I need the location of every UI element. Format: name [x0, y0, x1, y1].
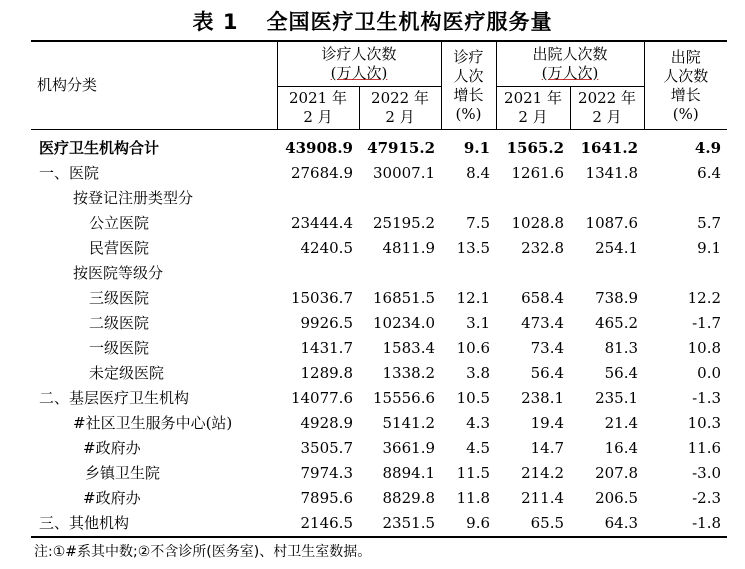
cell-v2022: 25195.2	[372, 214, 436, 232]
row-label: 公立医院	[89, 214, 150, 232]
cell-vg: 11.5	[456, 464, 491, 482]
cell-dg	[644, 261, 727, 286]
table-number: 表 1	[192, 10, 239, 34]
table-row	[31, 311, 727, 336]
table-row	[31, 361, 727, 386]
header-discharge-group	[496, 41, 644, 87]
header-discharge-2021: 2021 年 2 月	[496, 87, 570, 130]
cell-v2021: 2146.5	[277, 511, 359, 537]
row-label: #社区卫生服务中心(站)	[73, 414, 233, 432]
cell-d2021: 211.4	[521, 489, 565, 507]
cell-dg: -1.3	[692, 389, 722, 407]
cell-d2022	[570, 261, 644, 286]
cell-dg: 9.1	[697, 239, 722, 257]
cell-d2021: 238.1	[521, 389, 565, 407]
cell-d2022: 81.3	[604, 339, 639, 357]
cell-v2022: 16851.5	[372, 289, 436, 307]
row-label: 三级医院	[89, 289, 150, 307]
cell-d2022: 56.4	[604, 364, 639, 382]
table-row	[31, 211, 727, 236]
row-label: 按登记注册类型分	[73, 189, 194, 207]
header-visits-growth: 诊疗 人次 增长 (%)	[441, 41, 496, 130]
cell-v2022: 30007.1	[372, 164, 436, 182]
cell-d2022: 1641.2	[580, 139, 639, 157]
cell-d2022: 1341.8	[585, 164, 639, 182]
table-row	[31, 286, 727, 311]
cell-v2021: 23444.4	[290, 214, 353, 232]
table-title-text: 全国医疗卫生机构医疗服务量	[266, 10, 553, 34]
cell-v2021	[277, 261, 359, 286]
cell-d2021: 14.7	[530, 439, 565, 457]
row-label: #政府办	[83, 489, 141, 507]
cell-vg	[441, 186, 496, 211]
cell-dg: 10.3	[687, 414, 722, 432]
cell-v2021: 15036.7	[290, 289, 353, 307]
cell-d2022: 1087.6	[585, 214, 639, 232]
cell-v2022	[359, 261, 441, 286]
table-row	[31, 411, 727, 436]
cell-v2022: 4811.9	[382, 239, 436, 257]
cell-d2021	[496, 186, 570, 211]
cell-vg: 9.1	[463, 139, 491, 157]
table-row	[31, 436, 727, 461]
cell-vg	[441, 261, 496, 286]
cell-d2022: 207.8	[595, 464, 639, 482]
table-note: 注:①#系其中数;②不含诊所(医务室)、村卫生室数据。	[34, 544, 372, 560]
cell-v2021: 27684.9	[290, 164, 353, 182]
cell-vg: 10.6	[456, 339, 491, 357]
cell-dg: 11.6	[687, 439, 722, 457]
cell-vg: 4.5	[466, 439, 491, 457]
table-row	[31, 336, 727, 361]
cell-v2022: 1583.4	[382, 339, 436, 357]
cell-v2022: 8894.1	[382, 464, 436, 482]
cell-d2022: 254.1	[595, 239, 639, 257]
table-row	[31, 161, 727, 186]
table-row	[31, 461, 727, 486]
table-row	[31, 136, 727, 161]
row-label: 医疗卫生机构合计	[39, 139, 160, 157]
cell-v2022: 5141.2	[382, 414, 436, 432]
cell-v2021: 14077.6	[290, 389, 353, 407]
row-label: 一级医院	[89, 339, 150, 357]
cell-d2022: 738.9	[595, 289, 639, 307]
cell-v2022: 10234.0	[372, 314, 436, 332]
cell-v2022: 8829.8	[382, 489, 436, 507]
cell-v2022	[359, 186, 441, 211]
cell-dg: 10.8	[687, 339, 722, 357]
cell-d2022: 465.2	[595, 314, 639, 332]
cell-d2022: 206.5	[595, 489, 639, 507]
header-category: 机构分类	[31, 41, 277, 130]
cell-d2021: 473.4	[521, 314, 565, 332]
cell-d2021: 1261.6	[511, 164, 565, 182]
cell-d2022: 235.1	[595, 389, 639, 407]
row-label: 乡镇卫生院	[85, 464, 161, 482]
cell-vg: 12.1	[456, 289, 491, 307]
cell-dg: 4.9	[694, 139, 722, 157]
row-label: #政府办	[83, 439, 141, 457]
header-discharge-growth: 出院 人次数 增长 (%)	[644, 41, 727, 130]
cell-d2021: 56.4	[530, 364, 565, 382]
header-discharge-line1: 出院人次数	[532, 45, 608, 63]
cell-d2021: 232.8	[521, 239, 565, 257]
cell-d2021: 73.4	[530, 339, 565, 357]
row-label: 三、其他机构	[31, 511, 277, 537]
cell-vg: 8.4	[466, 164, 491, 182]
cell-dg: -3.0	[692, 464, 722, 482]
row-label: 二级医院	[89, 314, 150, 332]
cell-v2022: 3661.9	[382, 439, 436, 457]
cell-v2021: 1289.8	[300, 364, 353, 382]
cell-vg: 3.1	[466, 314, 491, 332]
row-label: 一、医院	[39, 164, 100, 182]
header-visits-line2: (万人次)	[330, 64, 388, 82]
table-title	[0, 6, 745, 36]
cell-v2021: 7895.6	[300, 489, 353, 507]
cell-v2021	[277, 186, 359, 211]
cell-dg: 12.2	[687, 289, 722, 307]
cell-d2021: 1565.2	[506, 139, 565, 157]
cell-v2022: 47915.2	[367, 139, 436, 157]
row-label: 民营医院	[89, 239, 150, 257]
table-row	[31, 261, 727, 286]
cell-d2021: 1028.8	[511, 214, 565, 232]
cell-dg	[644, 186, 727, 211]
cell-d2022: 16.4	[604, 439, 639, 457]
table-row	[31, 511, 727, 537]
cell-vg: 11.8	[456, 489, 491, 507]
cell-d2021: 19.4	[530, 414, 565, 432]
cell-dg: 0.0	[697, 364, 722, 382]
table-row	[31, 486, 727, 511]
cell-dg: 5.7	[697, 214, 722, 232]
cell-v2021: 4928.9	[300, 414, 353, 432]
cell-d2022: 64.3	[570, 511, 644, 537]
medical-service-table	[31, 40, 727, 538]
table-row	[31, 186, 727, 211]
cell-d2021: 214.2	[521, 464, 565, 482]
cell-d2022	[570, 186, 644, 211]
row-label: 按医院等级分	[73, 264, 164, 282]
cell-v2022: 1338.2	[382, 364, 436, 382]
header-visits-group	[277, 41, 441, 87]
header-visits-2021: 2021 年 2 月	[277, 87, 359, 130]
row-label: 未定级医院	[89, 364, 165, 382]
table-body	[31, 136, 727, 537]
cell-dg: -2.3	[692, 489, 722, 507]
cell-d2021: 65.5	[496, 511, 570, 537]
cell-vg: 4.3	[466, 414, 491, 432]
cell-v2021: 7974.3	[300, 464, 353, 482]
cell-vg: 9.6	[441, 511, 496, 537]
cell-d2022: 21.4	[604, 414, 639, 432]
cell-v2021: 9926.5	[300, 314, 353, 332]
cell-v2021: 4240.5	[300, 239, 353, 257]
header-visits-2022: 2022 年 2 月	[359, 87, 441, 130]
cell-v2021: 43908.9	[285, 139, 353, 157]
header-visits-line1: 诊疗人次数	[321, 45, 397, 63]
table-row	[31, 386, 727, 411]
table-row	[31, 236, 727, 261]
cell-v2021: 3505.7	[300, 439, 353, 457]
cell-vg: 7.5	[466, 214, 491, 232]
cell-d2021: 658.4	[521, 289, 565, 307]
cell-vg: 3.8	[466, 364, 491, 382]
cell-v2022: 15556.6	[372, 389, 436, 407]
cell-vg: 13.5	[456, 239, 491, 257]
cell-dg: -1.8	[644, 511, 727, 537]
header-discharge-2022: 2022 年 2 月	[570, 87, 644, 130]
cell-v2021: 1431.7	[300, 339, 353, 357]
cell-vg: 10.5	[456, 389, 491, 407]
header-row-1	[31, 41, 727, 87]
cell-v2022: 2351.5	[359, 511, 441, 537]
cell-d2021	[496, 261, 570, 286]
cell-dg: -1.7	[692, 314, 722, 332]
cell-dg: 6.4	[697, 164, 722, 182]
row-label: 二、基层医疗卫生机构	[39, 389, 190, 407]
header-discharge-line2: (万人次)	[541, 64, 599, 82]
